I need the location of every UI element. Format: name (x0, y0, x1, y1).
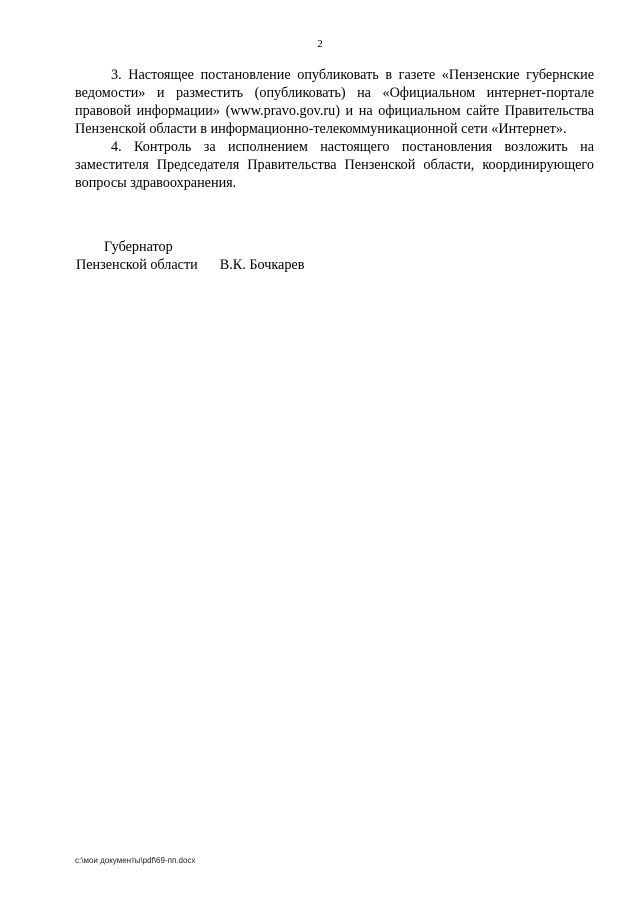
signature-line (76, 256, 376, 274)
paragraph-3: 3. Настоящее постановление опубликовать в газете «Пензенские губернские ведомости» и разместить (опубликовать) на «Официальном интернет-портале правовой информации» (www.pravo.gov.ru) и на официальном сайте Правительства Пензенской области в информационно-телекоммуникационной сети «Интернет». (75, 67, 594, 137)
page-number: 2 (317, 38, 323, 50)
paragraph-4: 4. Контроль за исполнением настоящего постановления возложить на заместителя Председателя Правительства Пензенской области, координирующего вопросы здравоохранения. (75, 139, 594, 191)
signature-name: В.К. Бочкарев (219, 257, 305, 273)
signature-title: Губернатор (104, 239, 173, 255)
document-body (75, 66, 594, 192)
signature-region: Пензенской области (76, 257, 198, 273)
signature-block (76, 238, 376, 274)
footer-file-path: c:\мои документы\pdf\69-пп.docx (75, 856, 196, 865)
